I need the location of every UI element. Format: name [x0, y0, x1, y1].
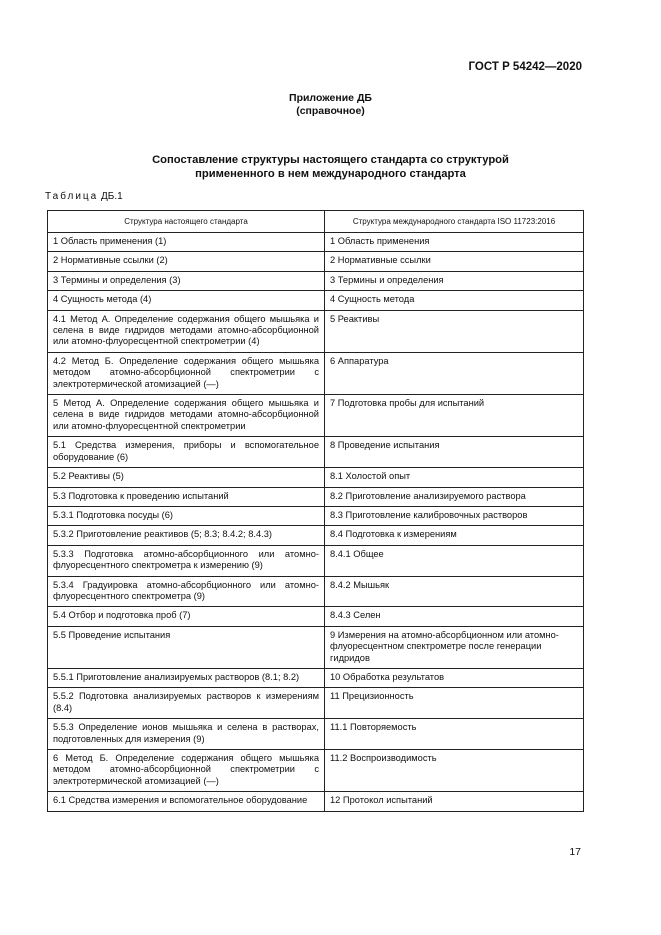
international-structure-cell: 8.4.2 Мышьяк — [325, 576, 584, 607]
international-structure-cell: 11.2 Воспроизводимость — [325, 750, 584, 792]
international-structure-cell: 9 Измерения на атомно-абсорбционном или атомно-флуоресцентном спектрометре после генерации гидридов — [325, 626, 584, 668]
table-row — [48, 688, 584, 719]
international-structure-cell: 8.4.1 Общее — [325, 545, 584, 576]
national-structure-cell: 4.1 Метод А. Определение содержания общего мышьяка и селена в виде гидридов методами атомно-абсорбционной или атомно-флуоресцентной спектрометрии (4) — [48, 310, 325, 352]
table-row — [48, 291, 584, 310]
international-structure-cell: 6 Аппаратура — [325, 352, 584, 394]
national-structure-cell: 6.1 Средства измерения и вспомогательное оборудование — [48, 792, 325, 811]
national-structure-cell: 3 Термины и определения (3) — [48, 271, 325, 290]
table-row — [48, 719, 584, 750]
international-structure-cell: 8.4.3 Селен — [325, 607, 584, 626]
comparison-table — [47, 210, 584, 812]
international-structure-cell: 10 Обработка результатов — [325, 668, 584, 687]
national-structure-cell: 5 Метод А. Определение содержания общего мышьяка и селена в виде гидридов методами атомно-абсорбционной или атомно-флуоресцентной спектрометрии — [48, 395, 325, 437]
table-header-row — [48, 211, 584, 233]
international-structure-cell: 2 Нормативные ссылки — [325, 252, 584, 271]
international-structure-cell: 8.3 Приготовление калибровочных растворов — [325, 506, 584, 525]
annex-subtitle: (справочное) — [296, 105, 365, 117]
table-row — [48, 545, 584, 576]
international-structure-cell: 12 Протокол испытаний — [325, 792, 584, 811]
annex-heading — [0, 92, 661, 118]
national-structure-cell: 1 Область применения (1) — [48, 233, 325, 252]
national-structure-cell: 5.3.4 Градуировка атомно-абсорбционного или атомно-флуоресцентного спектрометра (9) — [48, 576, 325, 607]
table-body — [48, 233, 584, 812]
national-structure-cell: 4.2 Метод Б. Определение содержания общего мышьяка методом атомно-абсорбционной спектрометрии с электротермической атомизацией (—) — [48, 352, 325, 394]
international-structure-cell: 7 Подготовка пробы для испытаний — [325, 395, 584, 437]
table-row — [48, 626, 584, 668]
international-structure-cell: 11.1 Повторяемость — [325, 719, 584, 750]
national-structure-cell: 5.1 Средства измерения, приборы и вспомогательное оборудование (6) — [48, 437, 325, 468]
table-caption-number: ДБ.1 — [101, 191, 123, 202]
international-structure-cell: 8.2 Приготовление анализируемого раствора — [325, 487, 584, 506]
international-structure-cell: 8.1 Холостой опыт — [325, 468, 584, 487]
national-structure-cell: 5.3 Подготовка к проведению испытаний — [48, 487, 325, 506]
national-structure-cell: 5.5.2 Подготовка анализируемых растворов к измерениям (8.4) — [48, 688, 325, 719]
national-structure-cell: 5.5 Проведение испытания — [48, 626, 325, 668]
table-row — [48, 271, 584, 290]
column-header-international: Структура международного стандарта ISO 11723:2016 — [325, 211, 584, 233]
national-structure-cell: 2 Нормативные ссылки (2) — [48, 252, 325, 271]
annex-title: Приложение ДБ — [289, 92, 372, 104]
table-row — [48, 468, 584, 487]
national-structure-cell: 5.3.2 Приготовление реактивов (5; 8.3; 8.4.2; 8.4.3) — [48, 526, 325, 545]
table-row — [48, 310, 584, 352]
table-row — [48, 352, 584, 394]
table-row — [48, 395, 584, 437]
section-heading-line-1: Сопоставление структуры настоящего стандарта со структурой — [152, 154, 509, 166]
international-structure-cell: 3 Термины и определения — [325, 271, 584, 290]
column-header-national: Структура настоящего стандарта — [48, 211, 325, 233]
table-row — [48, 668, 584, 687]
page-number: 17 — [569, 846, 581, 858]
table-row — [48, 233, 584, 252]
national-structure-cell: 5.4 Отбор и подготовка проб (7) — [48, 607, 325, 626]
national-structure-cell: 5.5.3 Определение ионов мышьяка и селена в растворах, подготовленных для измерения (9) — [48, 719, 325, 750]
table-row — [48, 487, 584, 506]
international-structure-cell: 4 Сущность метода — [325, 291, 584, 310]
national-structure-cell: 5.3.3 Подготовка атомно-абсорбционного или атомно-флуоресцентного спектрометра к измерению (9) — [48, 545, 325, 576]
table-row — [48, 252, 584, 271]
international-structure-cell: 8.4 Подготовка к измерениям — [325, 526, 584, 545]
table-row — [48, 607, 584, 626]
table-row — [48, 576, 584, 607]
national-structure-cell: 5.5.1 Приготовление анализируемых растворов (8.1; 8.2) — [48, 668, 325, 687]
national-structure-cell: 5.2 Реактивы (5) — [48, 468, 325, 487]
table-row — [48, 750, 584, 792]
international-structure-cell: 8 Проведение испытания — [325, 437, 584, 468]
national-structure-cell: 6 Метод Б. Определение содержания общего мышьяка методом атомно-абсорбционной спектрометрии с электротермической атомизацией (—) — [48, 750, 325, 792]
section-heading-line-2: примененного в нем международного стандарта — [195, 168, 466, 180]
table-row — [48, 792, 584, 811]
international-structure-cell: 5 Реактивы — [325, 310, 584, 352]
national-structure-cell: 4 Сущность метода (4) — [48, 291, 325, 310]
table-row — [48, 437, 584, 468]
table-row — [48, 506, 584, 525]
standard-code: ГОСТ Р 54242—2020 — [468, 61, 582, 73]
table-row — [48, 526, 584, 545]
national-structure-cell: 5.3.1 Подготовка посуды (6) — [48, 506, 325, 525]
table-caption — [45, 191, 123, 202]
international-structure-cell: 11 Прецизионность — [325, 688, 584, 719]
section-heading — [0, 153, 661, 181]
table-caption-word: Таблица — [45, 191, 99, 202]
international-structure-cell: 1 Область применения — [325, 233, 584, 252]
